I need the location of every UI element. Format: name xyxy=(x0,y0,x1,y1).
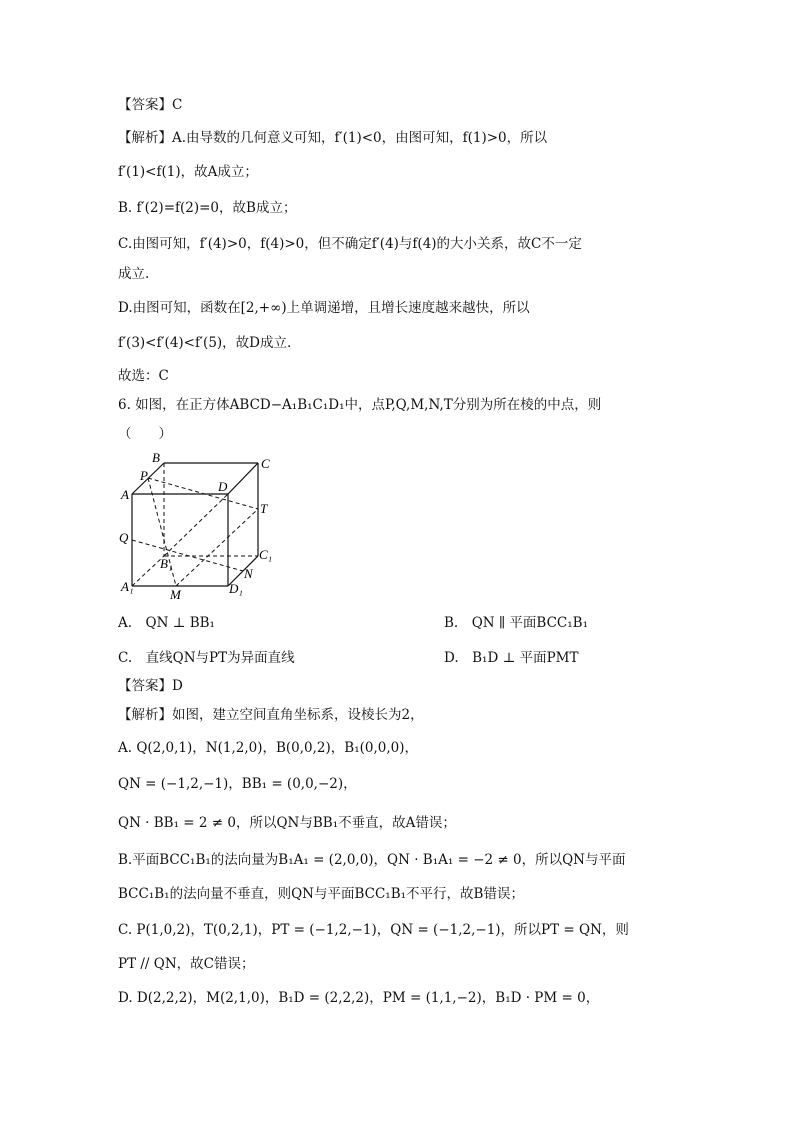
label-T: T xyxy=(260,501,268,516)
answer-line-6: 【答案】D xyxy=(118,678,183,694)
analysis6-intro: 【解析】如图，建立空间直角坐标系，设棱长为2， xyxy=(118,707,424,723)
analysis-c-cont: 成立. xyxy=(118,266,150,282)
label-D: D xyxy=(218,479,228,494)
analysis6-b-line: B.平面BCC₁B₁的法向量为B₁A₁ = (2,0,0)，QN · B₁A₁ = −2 ≠ 0，所以QN与平面 xyxy=(118,852,626,868)
question-6-blank: （ ） xyxy=(118,426,172,442)
analysis-d-cont: f′(3)<f′(4)<f′(5)，故D成立. xyxy=(118,335,292,351)
analysis6-a-vec: QN = (−1,2,−1)，BB₁ = (0,0,−2)， xyxy=(118,776,357,792)
analysis-a-cont: f′(1)<f(1)，故A成立； xyxy=(118,164,258,180)
analysis6-c-cont: PT // QN，故C错误； xyxy=(118,956,255,972)
analysis-c-line: C.由图可知，f′(4)>0，f(4)>0，但不确定f′(4)与f(4)的大小关系，故C不一定 xyxy=(118,236,582,252)
option-d: D. B₁D ⊥ 平面PMT xyxy=(444,650,579,666)
label-N: N xyxy=(244,566,253,581)
label-C: C xyxy=(261,456,270,471)
option-a: A. QN ⊥ BB₁ xyxy=(118,615,215,631)
label-D1: D₁ xyxy=(229,581,243,596)
label-M: M xyxy=(170,587,181,602)
analysis-a-line: 【解析】A.由导数的几何意义可知，f′(1)<0，由图可知，f(1)>0，所以 xyxy=(118,130,548,146)
answer-line-5: 【答案】C xyxy=(118,97,183,113)
analysis6-c-line: C. P(1,0,2)，T(0,2,1)，PT = (−1,2,−1)，QN = (−1,2,−1)，所以PT = QN，则 xyxy=(118,922,629,938)
question-6-stem: 6. 如图，在正方体ABCD−A₁B₁C₁D₁中，点P,Q,M,N,T分别为所在棱的中点，则 xyxy=(118,397,602,413)
option-b: B. QN ∥ 平面BCC₁B₁ xyxy=(444,615,588,631)
label-Q: Q xyxy=(119,530,129,545)
label-B1: B₁ xyxy=(160,556,173,571)
analysis6-d-line: D. D(2,2,2)，M(2,1,0)，B₁D = (2,2,2)，PM = (1,1,−2)，B₁D · PM = 0， xyxy=(118,990,600,1006)
choice-line-5: 故选：C xyxy=(118,368,169,384)
cube-figure xyxy=(112,446,282,606)
analysis6-b-cont: BCC₁B₁的法向量不垂直，则QN与平面BCC₁B₁不平行，故B错误； xyxy=(118,886,524,902)
label-C1: C₁ xyxy=(259,547,273,562)
analysis6-a-dot: QN · BB₁ = 2 ≠ 0，所以QN与BB₁不垂直，故A错误； xyxy=(118,815,456,831)
label-P: P xyxy=(140,468,148,483)
analysis-b-line: B. f′(2)=f(2)=0，故B成立； xyxy=(118,200,297,216)
analysis-d-line: D.由图可知，函数在[2,+∞)上单调递增，且增长速度越来越快，所以 xyxy=(118,300,530,316)
label-A: A xyxy=(121,487,129,502)
analysis6-a-line: A. Q(2,0,1)，N(1,2,0)，B(0,0,2)，B₁(0,0,0)， xyxy=(118,740,418,756)
label-A1: A₁ xyxy=(121,579,134,594)
option-c: C. 直线QN与PT为异面直线 xyxy=(118,650,295,666)
label-B: B xyxy=(152,450,160,465)
